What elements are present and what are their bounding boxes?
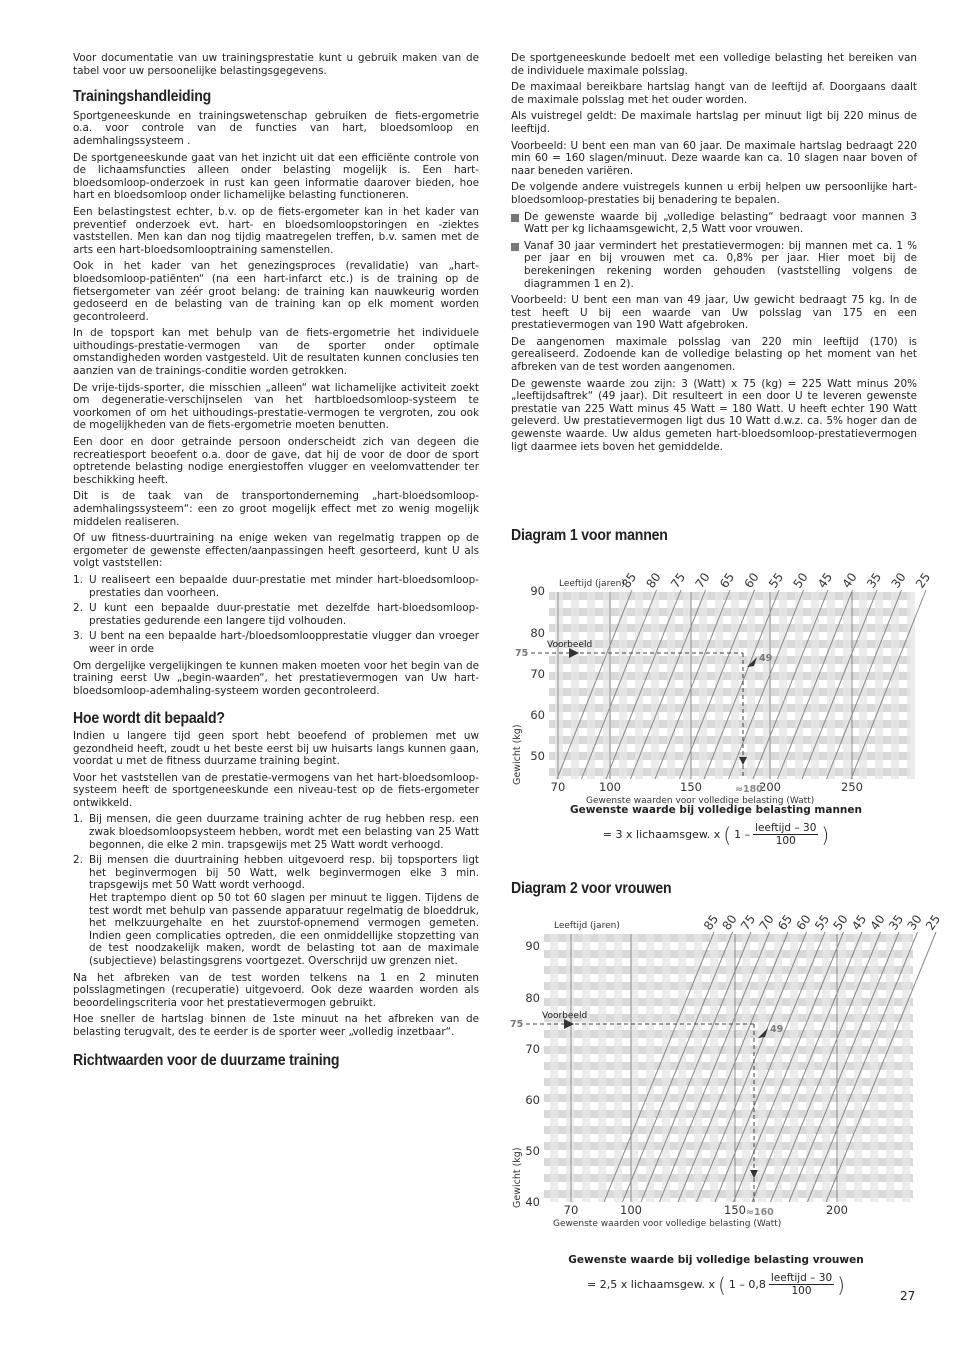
paragraph: Een belastingstest echter, b.v. op de fiets-ergometer kan in het kader van preventief onderzoek evt. hart- en bloedsomloopstoringen en -ziektes vaststellen. Men kan dan nog tijdig maatregelen treffen, b.v. samen met de arts een hart-bloedsomlooptraining samenstellen.: [73, 205, 479, 256]
x-tick-label: 150: [724, 1203, 746, 1217]
bullet-text: Vanaf 30 jaar vermindert het prestatievermogen: bij mannen met ca. 1 % per jaar en bij vrouwen met ca. 0,8% per jaar. Hier moet bij de berekeningen rekening worden gehouden (vaststelling volgens de diagrammen 1 en 2).: [524, 239, 917, 290]
grid-stripe-v: [774, 934, 782, 1202]
y-tick-label: 80: [530, 626, 545, 640]
example-age-value: 49: [759, 653, 773, 664]
y-tick-label: 60: [530, 708, 545, 722]
age-label: 55: [765, 570, 787, 591]
grid-stripe-v: [795, 592, 803, 779]
formula-paren-close: ): [821, 822, 830, 847]
formula-denominator: 100: [791, 1285, 812, 1297]
right-column: [511, 52, 917, 457]
age-label: 75: [737, 912, 759, 933]
grid-stripe-v: [859, 592, 867, 779]
age-label: 80: [719, 912, 740, 933]
y-tick-label: 70: [525, 1042, 540, 1056]
formula-paren-open: (: [723, 822, 732, 847]
x-tick-label: 200: [826, 1203, 848, 1217]
diagram-1-formula: [511, 822, 921, 847]
bullet-text: De gewenste waarde bij „volledige belasting“ bedraagt voor mannen 3 Watt per kg lichaamsgewicht, 2,5 Watt voor vrouwen.: [524, 210, 917, 236]
grid-stripe-v: [891, 592, 899, 779]
example-weight-value: 75: [510, 1019, 524, 1030]
list-number: 1.: [73, 573, 83, 586]
grid-stripe-v: [555, 592, 563, 779]
x-tick-label: 100: [599, 780, 621, 794]
grid-stripe-v: [571, 592, 579, 779]
grid-stripe-v: [779, 592, 787, 779]
x-tick-label: 70: [550, 780, 566, 794]
diagram-1-formula-title: Gewenste waarde bij volledige belasting mannen: [570, 804, 862, 816]
diagram-2-title: Diagram 2 voor vrouwen: [511, 880, 672, 897]
heading-hoe-wordt-dit-bepaald: Hoe wordt dit bepaald?: [73, 710, 225, 728]
grid-stripe-v: [550, 934, 558, 1202]
paragraph: Een door en door getrainde persoon onderscheidt zich van degeen die recreatiesport beoefent o.a. door de gave, dat hij de voor de door de sport optretende belasting nodige energiestoffen vlugger en veelomvattender ter beschikking heeft.: [73, 436, 479, 486]
age-label: 40: [867, 912, 888, 933]
grid-stripe-v: [790, 934, 798, 1202]
grid-stripe-v: [827, 592, 835, 779]
age-label: 45: [814, 570, 836, 591]
grid-stripe-v: [747, 592, 755, 779]
list-number: 2.: [73, 602, 83, 615]
example-label: Voorbeeld: [542, 1011, 588, 1021]
list-item: [73, 602, 479, 627]
age-label: 60: [793, 912, 814, 933]
example-arrow-down-icon: [739, 757, 747, 765]
age-label: 25: [922, 912, 944, 933]
grid-stripe-v: [854, 934, 862, 1202]
age-label: 85: [618, 570, 640, 591]
paragraph: De sportgeneeskunde bedoelt met een volledige belasting het bereiken van de individuele maximale polsslag.: [511, 52, 917, 77]
list-item: [73, 854, 479, 967]
list-item: [73, 813, 479, 851]
grid-stripe-v: [598, 934, 606, 1202]
list-text: U realiseert een bepaalde duur-prestatie met minder hart-bloedsomloop-prestaties dan voorheen.: [89, 573, 479, 599]
formula-prefix: = 2,5 x lichaamsgew. x: [587, 1278, 716, 1291]
y-axis-label: Gewicht (kg): [512, 724, 523, 785]
list-item: [73, 630, 479, 655]
diagram-2-chart: [510, 906, 944, 1246]
grid-stripe-v: [902, 934, 910, 1202]
grid-stripe-v: [699, 592, 707, 779]
age-label: 65: [774, 912, 796, 933]
bullet-square-icon: [511, 214, 519, 222]
example-result-value: ≈180: [735, 784, 763, 795]
y-tick-label: 50: [525, 1144, 540, 1158]
numbered-list-test: [73, 813, 479, 967]
age-axis-label: Leeftijd (jaren): [559, 579, 625, 589]
numbered-list-effects: [73, 574, 479, 656]
y-tick-label: 90: [525, 939, 540, 953]
example-label: Voorbeeld: [547, 640, 593, 650]
age-label: 35: [863, 570, 885, 591]
example-result-value: ≈160: [746, 1207, 774, 1218]
list-number: 2.: [73, 854, 83, 867]
age-label: 50: [830, 912, 851, 933]
grid-stripe-v: [662, 934, 670, 1202]
x-tick-label: 100: [620, 1203, 642, 1217]
paragraph: De aangenomen maximale polsslag van 220 min leeftijd (170) is gerealiseerd. Zodoende kan de volledige belasting op het moment van het afbreken van de test worden aangenomen.: [511, 335, 917, 374]
grid-stripe-v: [742, 934, 750, 1202]
intro-paragraph: Voor documentatie van uw trainingsprestatie kunt u gebruik maken van de tabel voor uw persoonelijke belastingsgegevens.: [73, 52, 479, 77]
grid-stripe-v: [758, 934, 766, 1202]
y-axis-label: Gewicht (kg): [512, 1147, 523, 1208]
diagram-1-title: Diagram 1 voor mannen: [511, 527, 668, 544]
formula-prefix: = 3 x lichaamsgew. x: [602, 828, 721, 841]
formula-numerator: leeftijd – 30: [755, 822, 817, 834]
diagram-2-section: [510, 880, 944, 1297]
diagram-1-chart: [511, 555, 934, 806]
paragraph: Als vuistregel geldt: De maximale hartslag per minuut ligt bij 220 minus de leeftijd.: [511, 110, 917, 135]
paragraph: Hoe sneller de hartslag binnen de 1ste minuut na het afbreken van de belasting terugvalt, des te eerder is de sporter weer „volledig inzetbaar“.: [73, 1013, 479, 1038]
paragraph: De sportgeneeskunde gaat van het inzicht uit dat een efficiënte controle von de lichaamsfuncties alleen onder belasting mogelijk is. Een hart-bloedsomloop-onderzoek in rust kan geen informatie daarover bieden, hoe hart en bloedsomloop onder lichamelijke belasting functioneren.: [73, 151, 479, 202]
age-label: 45: [848, 912, 870, 933]
x-tick-label: 70: [563, 1203, 579, 1217]
formula-paren-close: ): [837, 1272, 845, 1297]
paragraph: Voor het vaststellen van de prestatie-vermogens van het hart-bloedsomloop-systeem heeft de sportgeneeskunde een niveau-test op de fiets-ergometer ontwikkeld.: [73, 771, 479, 809]
paragraph: De maximaal bereikbare hartslag hangt van de leeftijd af. Doorgaans daalt de maximale polsslag met het ouder worden.: [511, 81, 917, 106]
grid-stripe-v: [843, 592, 851, 779]
paragraph: Na het afbreken van de test worden telkens na 1 en 2 minuten polsslagmetingen (recuperatie) uitgevoerd. Ook deze waarden worden als beoordelingscriteria voor het prestatievermogen gebruikt.: [73, 971, 479, 1009]
grid-stripe-v: [886, 934, 894, 1202]
age-label: 50: [790, 570, 811, 591]
formula-denominator: 100: [775, 835, 796, 847]
x-axis-label: Gewenste waarden voor volledige belasting (Watt): [553, 1219, 782, 1229]
age-label: 65: [716, 570, 738, 591]
paragraph: In de topsport kan met behulp van de fiets-ergometrie het individuele uithoudings-prestatie-vermogen van de sporter onder optimale omstandigheden worden vastgesteld. Uit de resultaten kunnen conclusies ten aanzien van de trainings-conditie worden getrokken.: [73, 327, 479, 378]
age-label: 30: [904, 912, 925, 933]
age-label: 70: [692, 570, 713, 591]
age-label: 40: [839, 570, 860, 591]
paragraph: De vrije-tijds-sporter, die misschien „alleen“ wat lichamelijke activiteit zoekt om degeneratie-verschijnselen van het hartbloedsomloop-systeem te voorkomen of om het uithoudings-prestatie-vermogen te vergroten, zou ook de mogelijkheden van de fiets-ergometrie moeten benutten.: [73, 381, 479, 432]
grid-stripe-v: [667, 592, 675, 779]
x-tick-label: 200: [759, 780, 781, 794]
x-tick-label: 250: [841, 780, 863, 794]
y-tick-label: 40: [525, 1195, 540, 1209]
paragraph: De gewenste waarde zou zijn: 3 (Watt) x 75 (kg) = 225 Watt minus 20% „leeftijdsaftrek“ (49 jaar). Dit resulteert in een door U te leveren gewenste prestatie van 225 Watt minus 45 Watt = 180 Watt. U heeft echter 190 Watt geleverd. Uw prestatievermogen ligt dus 10 Watt d.w.z. ca. 5% hoger dan de gewenste waarde. Uw aldus gemeten hart-bloedsomloop-prestatievermogen ligt daarmee iets boven het gemiddelde.: [511, 377, 917, 453]
list-text: U kunt een bepaalde duur-prestatie met dezelfde hart-bloedsomloop-prestaties gedurende een langere tijd volhouden.: [89, 602, 479, 627]
paragraph: Dit is de taak van de transportonderneming „hart-bloedsomloop-ademhalingssysteem“: een zo groot mogelijk effect met zo wenig mogelijk middelen realiseren.: [73, 490, 479, 528]
bullet-square-icon: [511, 243, 519, 251]
paragraph: Voorbeeld: U bent een man van 49 jaar, Uw gewicht bedraagt 75 kg. In de test heeft U bij een waarde van Uw polsslag van 175 en een prestatievermogen van 190 Watt afgebroken.: [511, 294, 917, 332]
formula-fraction: [769, 1272, 834, 1297]
diagram-1-section: [511, 527, 934, 847]
x-axis-label: Gewenste waarden voor volledige belasting (Watt): [586, 796, 815, 806]
page-number: 27: [900, 1289, 916, 1303]
left-column: [73, 52, 479, 1067]
y-tick-label: 80: [525, 991, 540, 1005]
age-label: 80: [643, 570, 664, 591]
y-tick-label: 60: [525, 1093, 540, 1107]
grid-stripe-v: [651, 592, 659, 779]
grid-stripe-v: [683, 592, 691, 779]
grid-stripe-v: [870, 934, 878, 1202]
paragraph: De volgende andere vuistregels kunnen u erbij helpen uw persoonlijke hart-bloedsomloop-prestaties bij benadering te bepalen.: [511, 181, 917, 206]
bullet-item: [511, 211, 917, 236]
grid-stripe-v: [731, 592, 739, 779]
heading-trainingshandleiding: Trainingshandleiding: [73, 88, 212, 106]
diagram-2-formula-title: Gewenste waarde bij volledige belasting vrouwen: [568, 1254, 864, 1266]
grid-stripe-v: [566, 934, 574, 1202]
list-text: U bent na een bepaalde hart-/bloedsomloopprestatie vlugger dan vroeger weer in orde: [89, 630, 479, 655]
formula-one-minus: 1 – 0,8: [728, 1278, 766, 1291]
paragraph: Of uw fitness-duurtraining na enige weken van regelmatig trappen op de ergometer de gewenste effecten/aanpassingen heeft gesorteerd, kunt U als volgt vaststellen:: [73, 532, 479, 570]
paragraph: Sportgeneeskunde en trainingswetenschap gebruiken de fiets-ergometrie o.a. voor controle van de functies van hart, bloedsomloop en ademhalingssysteem .: [73, 109, 479, 147]
grid-stripe-v: [582, 934, 590, 1202]
list-number: 3.: [73, 630, 83, 643]
heading-richtwaarden: Richtwaarden voor de duurzame training: [73, 1051, 340, 1069]
y-tick-label: 50: [530, 749, 545, 763]
age-label: 30: [888, 570, 909, 591]
grid-stripe-v: [646, 934, 654, 1202]
list-text: Bij mensen die duurtraining hebben uitgevoerd resp. bij topsporters ligt het beginvermogen bij 50 Watt, welk beginvermogen elke 3 min. trapsgewijs met 50 Watt wordt verhoogd.: [89, 854, 479, 892]
list-number: 1.: [73, 813, 83, 826]
example-weight-value: 75: [515, 648, 529, 659]
list-text: Bij mensen, die geen duurzame training achter de rug hebben resp. een zwak bloedsomloopsysteem hebben, wordt met een belasting van 25 Watt begonnen, die elke 2 min. trapsgewijs met 25 Watt wordt verhoogd.: [89, 813, 479, 851]
example-age-value: 49: [770, 1024, 784, 1035]
age-label: 35: [885, 912, 907, 933]
age-label: 70: [756, 912, 777, 933]
list-item: [73, 574, 479, 599]
x-tick-label: 150: [680, 780, 702, 794]
formula-paren-open: (: [718, 1272, 726, 1297]
paragraph: Indien u langere tijd geen sport hebt beoefend of problemen met uw gezondheid heeft, zoudt u het beste eerst bij uw huisarts langs kunnen gaan, voordat u met de fitness duurzame training begint.: [73, 729, 479, 768]
paragraph: Om dergelijke vergelijkingen te kunnen maken moeten voor het begin van de training eerst Uw „begin-waarden“, het prestatievermogen van Uw hart-bloedsomloop-ademhaling-systeem worden gecontroleerd.: [73, 659, 479, 697]
grid-stripe-v: [875, 592, 883, 779]
formula-fraction: [753, 822, 818, 847]
grid-stripe-v: [678, 934, 686, 1202]
age-label: 85: [700, 912, 722, 933]
formula-numerator: leeftijd – 30: [770, 1272, 833, 1284]
age-label: 75: [667, 570, 689, 591]
y-tick-label: 70: [530, 667, 545, 681]
age-label: 55: [811, 912, 833, 933]
paragraph: Voorbeeld: U bent een man van 60 jaar. De maximale hartslag bedraagt 220 min 60 = 160 slagen/minuut. Deze waarde kan ca. 10 slagen naar boven of naar beneden variëren.: [511, 139, 917, 177]
list-text: Het traptempo dient op 50 tot 60 slagen per minuut te liggen. Tijdens de test wordt met behulp van passende apparatuur regelmatig de bloeddruk, het melkzuurgehalte en het zuurstof-opnemend vermogen gemeten. Indien geen complicaties optreden, die een onmiddellijke stopzetting van de test noodzakelijk maken, wordt de belasting tot aan de maximale (subjectieve) belastingsgrens voortgezet. Overschrijd uw grenzen niet.: [89, 892, 479, 967]
age-axis-label: Leeftijd (jaren): [554, 921, 620, 931]
age-label: 60: [741, 570, 762, 591]
bullet-item: [511, 240, 917, 290]
y-tick-label: 90: [530, 584, 545, 598]
grid-stripe-v: [806, 934, 814, 1202]
paragraph: Ook in het kader van het genezingsproces (revalidatie) van „hart-bloedsomloop-patiënten“ (na een hart-infarct etc.) is de training op de fietsergometer van zéér groot belang: de training kan nauwkeurig worden gedoseerd en de belasting van de training kan op elk moment worden gecontroleerd.: [73, 260, 479, 323]
age-label: 25: [912, 570, 934, 591]
formula-one-minus: 1 –: [734, 828, 751, 841]
diagram-2-formula: [511, 1272, 921, 1297]
